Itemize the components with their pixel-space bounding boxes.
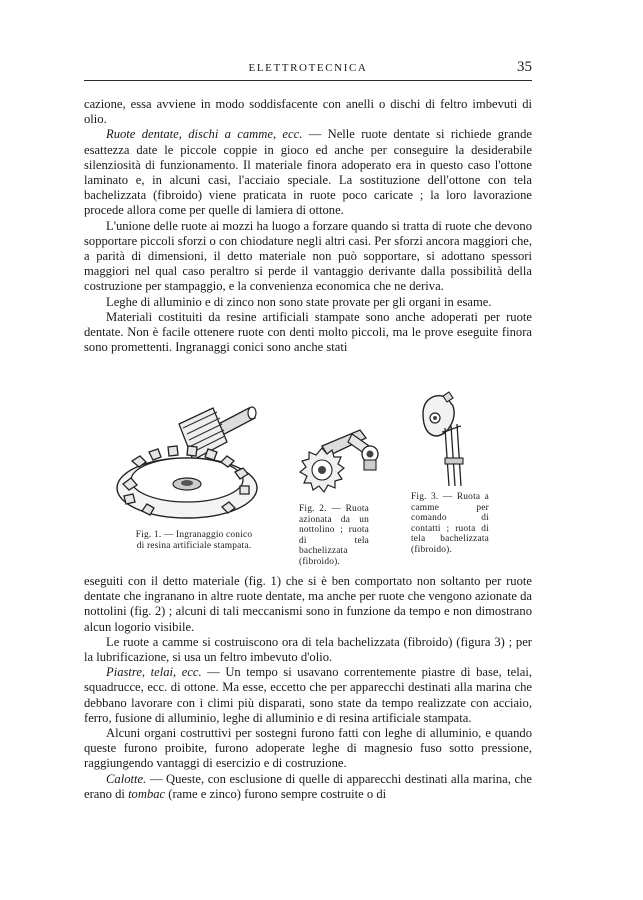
- section-lead: Piastre, telai, ecc.: [106, 665, 202, 680]
- section-lead: Calotte.: [106, 771, 147, 786]
- paragraph: Ruote dentate, dischi a camme, ecc. — Nelle ruote dentate si richiede grande esattezza date le piccole coppie in gioco ed anche per conseguire la desiderabile silenziosità di funzionamento. Il materiale finora adoperato era in questo caso l'ottone laminato e, in alcuni casi, l'acciaio speciale. La sostituzione dell'ottone con tela bachelizzata (fibroido) viene praticata in ruote poco caricate ; la loro lavorazione procede allora come per quelle di lamiera di ottone.: [84, 127, 532, 218]
- bevel-gear-illustration: [109, 390, 269, 525]
- figure-2: [294, 428, 384, 567]
- ratchet-wheel-illustration: [294, 428, 384, 500]
- paragraph: Piastre, telai, ecc. — Un tempo si usavano correntemente piastre di base, telai, squadrucce, ecc. di ottone. Ma esse, eccetto che per apparecchi destinati alla marina che debbano lavorare con i climi più disparati, sono state da tempo realizzate con acciaio, ferro, fusione di alluminio, leghe di alluminio e di resina artificiale stampata.: [84, 665, 532, 725]
- paragraph: Alcuni organi costruttivi per sostegni furono fatti con leghe di alluminio, e quando queste furono proibite, furono adoperate leghe di magnesio fuso sotto pressione, raggiungendo vantaggi di esercizio e di costruzione.: [84, 726, 532, 771]
- paragraph: eseguiti con il detto materiale (fig. 1) che si è ben comportato non soltanto per ruote dentate che ingranano in altre ruote dentate, ma anche per ruote che vengono azionate da nottolini (fig. 2) ; alcuni di tali meccanismi sono in funzione da tempo e non dimostrano alcun logorio visibile.: [84, 574, 532, 634]
- running-title: ELETTROTECNICA: [248, 62, 368, 74]
- section-lead: Ruote dentate, dischi a camme, ecc.: [106, 127, 303, 142]
- figure-1-caption: Fig. 1. — Ingranaggio conico di resina artificiale stampata.: [135, 530, 253, 551]
- paragraph: L'unione delle ruote ai mozzi ha luogo a forzare quando si tratta di ruote che devono sopportare piccoli sforzi o con chiodature negli altri casi. Per sforzi ancora maggiori che, a parità di dimensioni, il detto materiale non può sopportare, si adottano spessori maggiori nel qual caso peraltro si perde il vantaggio derivante dalla possibilità della costruzione per stampaggio, e la convenienza economica che ne deriva.: [84, 218, 532, 294]
- header-rule: [84, 80, 532, 81]
- body-text-top: [84, 97, 532, 355]
- cam-wheel-illustration: [409, 388, 489, 488]
- figure-1: [109, 390, 269, 551]
- paragraph: Leghe di alluminio e di zinco non sono state provate per gli organi in esame.: [106, 294, 492, 309]
- page-number: 35: [517, 59, 532, 75]
- page-header: [84, 59, 532, 82]
- figures-area: [84, 382, 532, 572]
- figure-3-caption: Fig. 3. — Ruota a camme per comando di contatti ; ruota di tela bachelizzata (fibroido).: [411, 492, 489, 555]
- body-text-bottom: [84, 574, 532, 802]
- figure-3: [409, 388, 499, 555]
- paragraph: Le ruote a camme si costruiscono ora di tela bachelizzata (fibroido) (figura 3) ; per la lubrificazione, si usa un feltro imbevuto d'olio.: [84, 634, 532, 665]
- paragraph: Materiali costituiti da resine artificiali stampate sono anche adoperati per ruote dentate. Non è facile ottenere ruote con denti molto piccoli, ma le prove eseguite finora sono promettenti. Ingranaggi conici sono anche stati: [84, 309, 532, 355]
- figure-2-caption: Fig. 2. — Ruota azionata da un nottolino ; ruota di tela bachelizzata (fibroido).: [299, 504, 369, 567]
- paragraph: Calotte. — Queste, con esclusione di quelle di apparecchi destinati alla marina, che erano di tombac (rame e zinco) furono sempre costruite o di: [84, 771, 532, 801]
- paragraph: cazione, essa avviene in modo soddisfacente con anelli o dischi di feltro imbevuti di olio.: [84, 97, 532, 127]
